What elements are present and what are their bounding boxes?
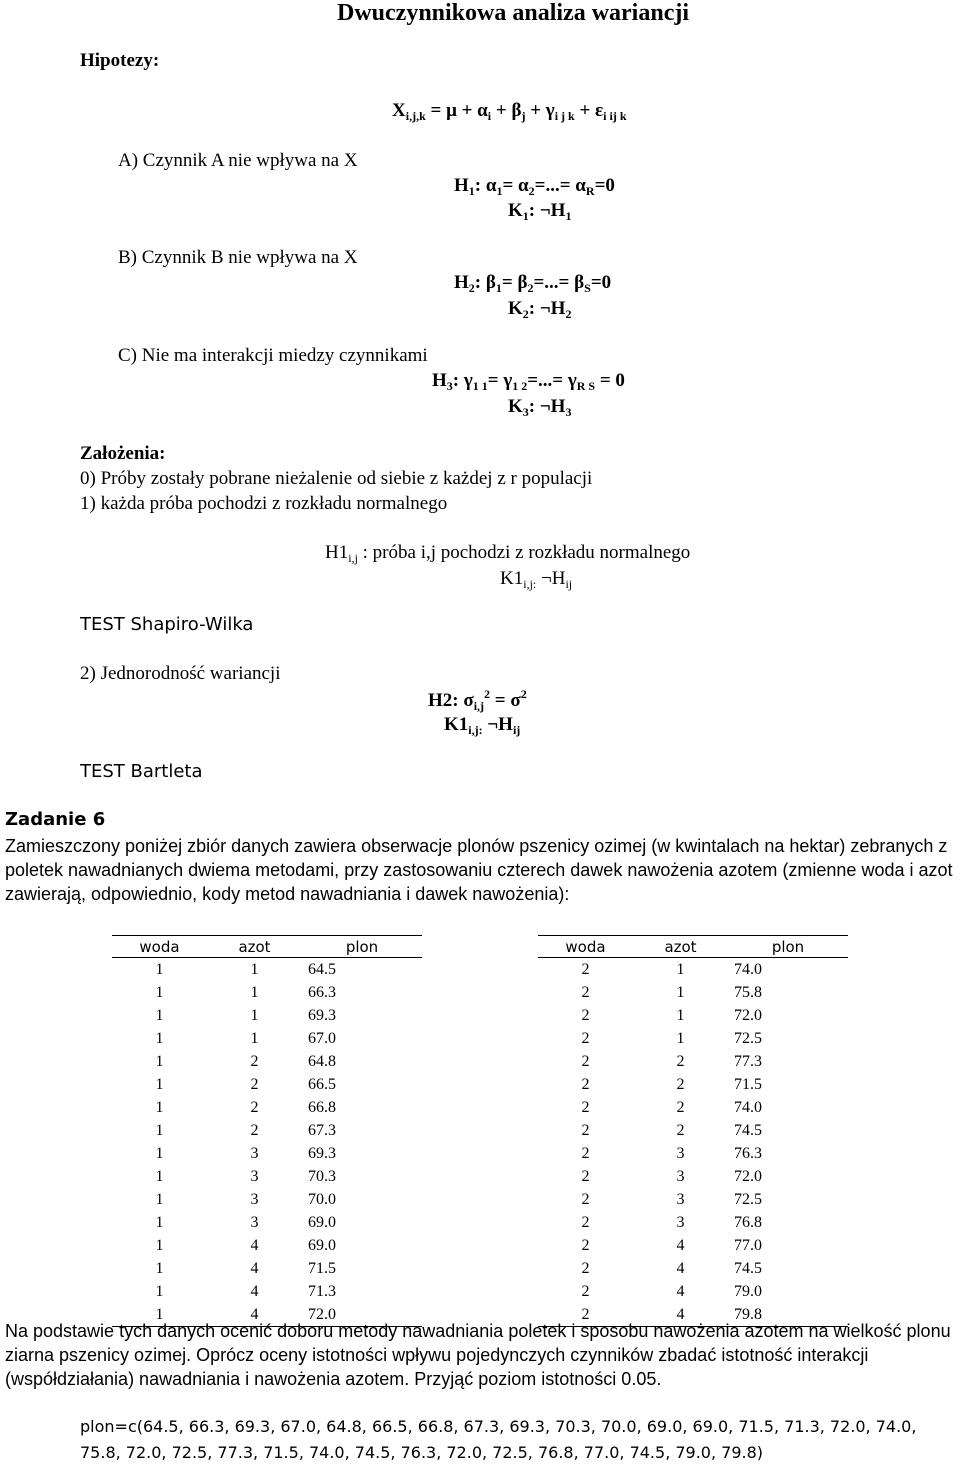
model-equation [392, 100, 627, 124]
cell-azot: 1 [676, 960, 685, 978]
cell-woda: 2 [581, 1052, 590, 1070]
a-t3: =...= α [534, 175, 586, 196]
table-row [538, 981, 848, 1004]
b-h-sub: 2 [468, 281, 475, 295]
a-s3: R [585, 184, 595, 198]
cell-woda: 1 [155, 1029, 164, 1047]
c-h-sub: 3 [446, 379, 453, 393]
table-row [538, 1165, 848, 1188]
a-kt-sub: 1 [565, 209, 572, 223]
cell-plon: 77.0 [734, 1236, 762, 1254]
col-azot: azot [633, 936, 728, 958]
a-h-sub: 1 [468, 184, 475, 198]
r-code: plon=c(64.5, 66.3, 69.3, 67.0, 64.8, 66.5, 66.8, 67.3, 69.3, 70.3, 70.0, 69.0, 69.0, 71.5, 71.3, 72.0, 74.0, 75.8, 72.0, 72.5, 77.3, 71.5, 74.0, 74.5, 76.3, 72.0, 72.5, 76.8, 77.0, 74.5, 79.0, 79.8) [80, 1417, 917, 1462]
variance-h2 [428, 687, 527, 714]
table-header-row [538, 936, 848, 958]
cell-plon: 72.0 [734, 1006, 762, 1024]
cell-plon: 79.8 [728, 1303, 848, 1327]
variance-k1 [444, 714, 520, 738]
table-row [538, 1257, 848, 1280]
cell-azot: 4 [676, 1282, 685, 1300]
col-woda: woda [112, 936, 207, 958]
table-row [538, 1050, 848, 1073]
cell-plon: 74.0 [734, 960, 762, 978]
cell-plon: 69.3 [308, 1144, 336, 1162]
page-title: Dwuczynnikowa analiza wariancji [337, 0, 690, 26]
cell-woda: 2 [581, 1236, 590, 1254]
cell-azot: 2 [676, 1098, 685, 1116]
cell-azot: 3 [250, 1167, 259, 1185]
table-row [538, 1280, 848, 1303]
table-row [112, 1280, 422, 1303]
cell-plon: 66.8 [308, 1098, 336, 1116]
cell-woda: 1 [112, 1303, 207, 1327]
b-kt: : ¬H [528, 298, 566, 319]
c-t2: = γ [487, 370, 513, 391]
model-eq: = μ + α [425, 100, 488, 121]
a-t1: : α [474, 175, 497, 196]
b-s1: 1 [495, 281, 502, 295]
cell-azot: 1 [676, 1006, 685, 1024]
cell-azot: 1 [250, 983, 259, 1001]
table-row [112, 1257, 422, 1280]
h2-sup: 2 [484, 687, 491, 701]
cell-plon: 71.3 [308, 1282, 336, 1300]
cell-azot: 3 [676, 1213, 685, 1231]
cell-azot: 4 [633, 1303, 728, 1327]
task-description: Zamieszczony poniżej zbiór danych zawiera obserwacje plonów pszenicy ozimej (w kwintalach na hektar) zebranych z poletek nawadnianych dwiema metodami, przy zastosowaniu czterech dawek nawożenia azotem (zmienne woda i azot zawierają, odpowiednio, kody metod nawadniania i dawek nawożenia): [5, 836, 953, 904]
cell-azot: 4 [676, 1236, 685, 1254]
table-row [112, 1188, 422, 1211]
cell-azot: 4 [676, 1259, 685, 1277]
cell-woda: 1 [155, 1236, 164, 1254]
col-azot: azot [207, 936, 302, 958]
table-row [538, 1188, 848, 1211]
table-row [538, 1234, 848, 1257]
c-t1: : γ [452, 370, 473, 391]
k1-sub: i,j: [523, 577, 537, 591]
model-b-sub: j [521, 109, 526, 123]
k1-text: ¬H [536, 568, 566, 589]
cell-plon: 67.3 [308, 1121, 336, 1139]
model-g: + γ [525, 100, 555, 121]
col-woda: woda [538, 936, 633, 958]
cell-woda: 1 [155, 1052, 164, 1070]
cell-azot: 3 [250, 1190, 259, 1208]
a-s1: 1 [496, 184, 503, 198]
cell-woda: 1 [155, 1144, 164, 1162]
cell-woda: 1 [155, 1213, 164, 1231]
cell-azot: 4 [250, 1282, 259, 1300]
c-kt-sub: 3 [565, 405, 572, 419]
cell-woda: 1 [155, 1075, 164, 1093]
cell-azot: 4 [250, 1259, 259, 1277]
cell-plon: 74.5 [734, 1259, 762, 1277]
cell-plon: 75.8 [734, 983, 762, 1001]
hypothesis-a-label: A) Czynnik A nie wpływa na X [118, 150, 358, 171]
c-k: K [508, 396, 523, 417]
assumption-2: 2) Jednorodność wariancji [80, 663, 281, 684]
cell-plon: 64.8 [308, 1052, 336, 1070]
cell-woda: 1 [155, 1167, 164, 1185]
cell-azot: 1 [676, 983, 685, 1001]
a-k-sub: 1 [522, 209, 529, 223]
model-b: + β [491, 100, 522, 121]
hypothesis-c-k [508, 396, 571, 420]
table-row [538, 1073, 848, 1096]
cell-azot: 3 [676, 1144, 685, 1162]
cell-woda: 2 [581, 1282, 590, 1300]
k2-label: K1 [444, 714, 469, 735]
c-s3: R S [576, 379, 596, 393]
cell-plon: 74.5 [734, 1121, 762, 1139]
hypothesis-a-k [508, 200, 571, 224]
table-row [112, 1165, 422, 1188]
b-k-sub: 2 [522, 307, 529, 321]
table-row [112, 1142, 422, 1165]
cell-plon: 69.0 [308, 1236, 336, 1254]
cell-woda: 2 [581, 983, 590, 1001]
cell-woda: 2 [581, 1190, 590, 1208]
cell-plon: 76.3 [734, 1144, 762, 1162]
table-row [112, 1027, 422, 1050]
cell-plon: 72.0 [734, 1167, 762, 1185]
cell-azot: 2 [250, 1052, 259, 1070]
cell-plon: 64.5 [308, 960, 336, 978]
model-x-sub: i,j,k [405, 109, 426, 123]
table-row [112, 1050, 422, 1073]
cell-plon: 67.0 [308, 1029, 336, 1047]
normality-k1 [500, 568, 572, 592]
cell-woda: 2 [581, 1121, 590, 1139]
cell-azot: 1 [250, 1029, 259, 1047]
data-table-right [538, 935, 848, 1327]
c-kt: : ¬H [528, 396, 566, 417]
b-s3: S [584, 281, 591, 295]
cell-plon: 70.0 [308, 1190, 336, 1208]
h2-label: H2: σ [428, 690, 474, 711]
c-h: H [432, 370, 447, 391]
cell-azot: 3 [676, 1167, 685, 1185]
table-row [112, 1234, 422, 1257]
b-t3: =...= β [533, 272, 585, 293]
data-table-left [112, 935, 422, 1327]
cell-azot: 2 [676, 1052, 685, 1070]
assumption-0: 0) Próby zostały pobrane nieżalenie od siebie z każdej z r populacji [80, 468, 593, 489]
table-right-body [538, 958, 848, 1327]
cell-plon: 66.5 [308, 1075, 336, 1093]
table-row [538, 1027, 848, 1050]
cell-woda: 2 [581, 1213, 590, 1231]
cell-woda: 2 [581, 1167, 590, 1185]
table-row [112, 1004, 422, 1027]
b-t2: = β [501, 272, 528, 293]
table-left-body [112, 958, 422, 1327]
hypothesis-b-label: B) Czynnik B nie wpływa na X [118, 247, 358, 268]
col-plon: plon [728, 936, 848, 958]
cell-azot: 1 [250, 1006, 259, 1024]
table-row [538, 1096, 848, 1119]
model-e: + ε [574, 100, 604, 121]
cell-plon: 70.3 [308, 1167, 336, 1185]
h1-sub: i,j [348, 551, 358, 565]
cell-woda: 2 [581, 1029, 590, 1047]
c-k-sub: 3 [522, 405, 529, 419]
b-h: H [454, 272, 469, 293]
hypothesis-b-k [508, 298, 571, 322]
k2-tsub: ij [512, 723, 521, 737]
k2-sub: i,j: [468, 723, 483, 737]
cell-woda: 1 [155, 960, 164, 978]
cell-azot: 4 [250, 1236, 259, 1254]
b-t4: =0 [590, 272, 612, 293]
model-x: X [392, 100, 406, 121]
cell-azot: 2 [676, 1121, 685, 1139]
table-row [538, 1211, 848, 1234]
k2-text: ¬H [482, 714, 513, 735]
h1-text: : próba i,j pochodzi z rozkładu normalnego [357, 542, 691, 563]
table-row [112, 981, 422, 1004]
task-conclusion: Na podstawie tych danych ocenić doboru metody nawadniania poletek i sposobu nawożenia azotem na wielkość plonu ziarna pszenicy ozimej. Oprócz oceny istotności wpływu pojedynczych czynników zbadać istotność interakcji (współdziałania) nawadniania i nawożenia azotem. Przyjąć poziom istotności 0.05. [5, 1321, 951, 1389]
k1-tsub: ij [565, 577, 573, 591]
cell-plon: 72.5 [734, 1029, 762, 1047]
a-h: H [454, 175, 469, 196]
cell-plon: 72.5 [734, 1190, 762, 1208]
cell-plon: 71.5 [308, 1259, 336, 1277]
cell-plon: 66.3 [308, 983, 336, 1001]
table-row [538, 958, 848, 982]
c-s2: 1 2 [512, 379, 528, 393]
cell-woda: 2 [581, 960, 590, 978]
a-t2: = α [502, 175, 529, 196]
table-row [112, 1096, 422, 1119]
cell-azot: 3 [250, 1144, 259, 1162]
cell-azot: 2 [250, 1121, 259, 1139]
cell-azot: 2 [250, 1098, 259, 1116]
cell-woda: 2 [538, 1303, 633, 1327]
cell-azot: 1 [676, 1029, 685, 1047]
assumptions-heading: Założenia: [80, 443, 166, 464]
cell-azot: 4 [207, 1303, 302, 1327]
k1-label: K1 [500, 568, 524, 589]
cell-woda: 2 [581, 1259, 590, 1277]
assumption-1: 1) każda próba pochodzi z rozkładu normalnego [80, 493, 448, 514]
cell-plon: 69.0 [308, 1213, 336, 1231]
a-t4: =0 [594, 175, 615, 196]
cell-plon: 77.3 [734, 1052, 762, 1070]
hypothesis-a-h [454, 175, 615, 199]
cell-azot: 2 [250, 1075, 259, 1093]
cell-azot: 3 [676, 1190, 685, 1208]
normality-h1 [325, 542, 690, 566]
hypothesis-c-h [432, 370, 625, 394]
table-row [112, 1211, 422, 1234]
test-shapiro-wilk: TEST Shapiro-Wilka [80, 614, 254, 635]
cell-azot: 3 [250, 1213, 259, 1231]
h2-sub: i,j [473, 699, 485, 713]
a-k: K [508, 200, 523, 221]
model-e-sub: i ij k [603, 109, 627, 123]
model-g-sub: i j k [554, 109, 575, 123]
cell-plon: 72.0 [302, 1303, 422, 1327]
hypothesis-b-h [454, 272, 611, 296]
h2-sup2: 2 [520, 687, 527, 701]
cell-azot: 1 [250, 960, 259, 978]
cell-woda: 1 [155, 1259, 164, 1277]
cell-azot: 2 [676, 1075, 685, 1093]
c-t3: =...= γ [527, 370, 577, 391]
table-row [112, 1073, 422, 1096]
b-s2: 2 [527, 281, 534, 295]
a-kt: : ¬H [528, 200, 566, 221]
cell-woda: 1 [155, 983, 164, 1001]
table-row [538, 1142, 848, 1165]
h2-text: = σ [490, 690, 521, 711]
cell-plon: 69.3 [308, 1006, 336, 1024]
col-plon: plon [302, 936, 422, 958]
cell-plon: 71.5 [734, 1075, 762, 1093]
cell-woda: 1 [155, 1121, 164, 1139]
table-row [538, 1004, 848, 1027]
cell-woda: 2 [581, 1006, 590, 1024]
task-heading: Zadanie 6 [5, 809, 106, 830]
cell-woda: 1 [155, 1098, 164, 1116]
table-row [112, 958, 422, 982]
table-row [112, 1119, 422, 1142]
b-k: K [508, 298, 523, 319]
h1-label: H1 [325, 542, 349, 563]
test-bartlett: TEST Bartleta [80, 761, 203, 782]
table-header-row [112, 936, 422, 958]
b-kt-sub: 2 [565, 307, 572, 321]
a-s2: 2 [528, 184, 535, 198]
c-s1: 1 1 [472, 379, 488, 393]
cell-woda: 1 [155, 1282, 164, 1300]
model-a-sub: i [487, 109, 492, 123]
cell-plon: 74.0 [734, 1098, 762, 1116]
hypotheses-label: Hipotezy: [80, 50, 160, 71]
c-t4: = 0 [595, 370, 625, 391]
b-t1: : β [474, 272, 496, 293]
table-row [538, 1119, 848, 1142]
cell-plon: 79.0 [734, 1282, 762, 1300]
cell-woda: 2 [581, 1075, 590, 1093]
cell-woda: 1 [155, 1190, 164, 1208]
cell-plon: 76.8 [734, 1213, 762, 1231]
hypothesis-c-label: C) Nie ma interakcji miedzy czynnikami [118, 345, 428, 366]
cell-woda: 2 [581, 1144, 590, 1162]
cell-woda: 1 [155, 1006, 164, 1024]
cell-woda: 2 [581, 1098, 590, 1116]
